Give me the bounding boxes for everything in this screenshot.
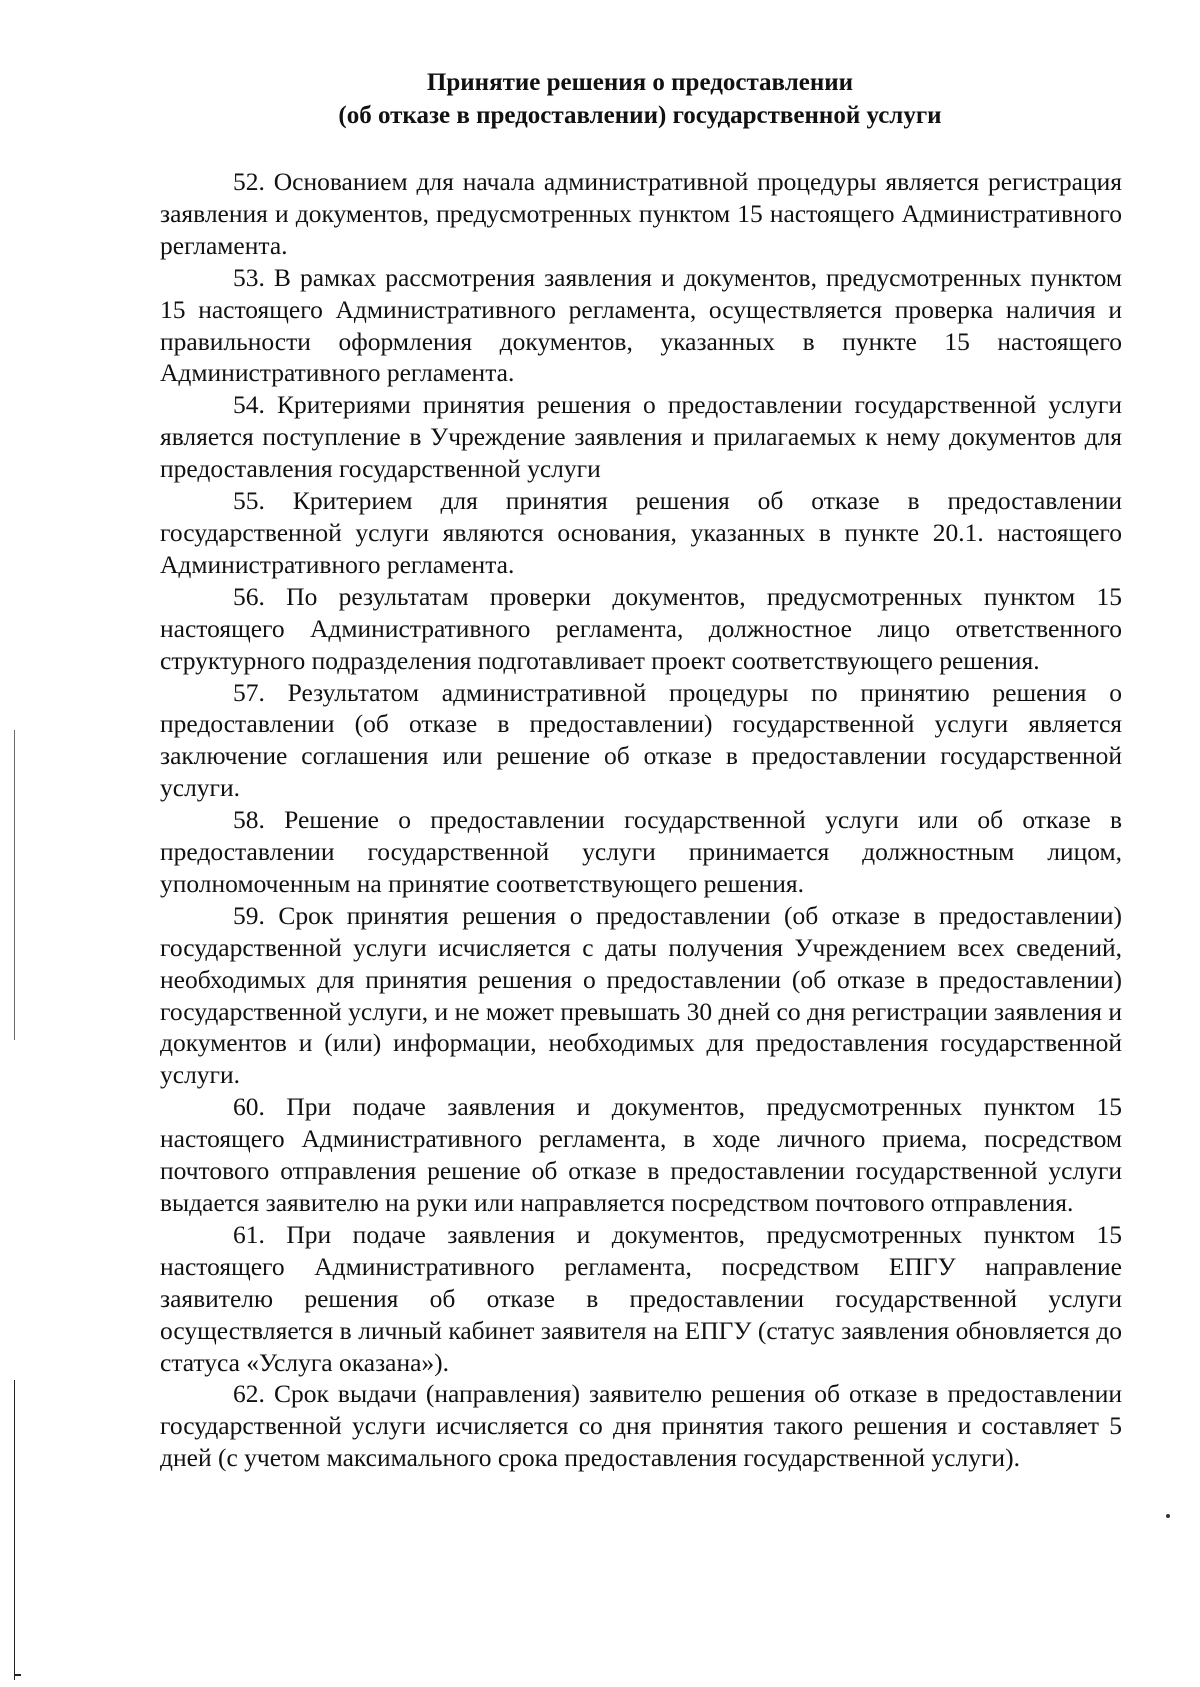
scan-margin-mark — [14, 1380, 15, 1680]
document-title-line-1: Принятие решения о предоставлении — [426, 69, 854, 96]
paragraph-56: 56. По результатам проверки документов, предусмотренных пунктом 15 настоящего Административного регламента, должностное лицо ответственного структурного подразделения подготавливает проект соответствующего решения. — [160, 581, 1122, 675]
scan-speck — [1166, 1514, 1170, 1518]
paragraph-55: 55. Критерием для принятия решения об отказе в предоставлении государственной услуги являются основания, указанных в пункте 20.1. настоящего Административного регламента. — [160, 486, 1122, 579]
document-title — [160, 66, 1120, 132]
paragraph-60: 60. При подаче заявления и документов, предусмотренных пунктом 15 настоящего Административного регламента, в ходе личного приема, посредством почтового отправления решение об отказе в предоставлении государственной услуги выдается заявителю на руки или направляется посредством почтового отправления. — [160, 1092, 1122, 1217]
paragraph-57: 57. Результатом административной процедуры по принятию решения о предоставлении (об отказе в предоставлении) государственной услуги является заключение соглашения или решение об отказе в предоставлении государственной услуги. — [160, 677, 1122, 803]
paragraph-62: 62. Срок выдачи (направления) заявителю решения об отказе в предоставлении государственной услуги исчисляется со дня принятия такого решения и составляет 5 дней (с учетом максимального срока предоставления государственной услуги). — [160, 1379, 1122, 1473]
paragraph-58: 58. Решение о предоставлении государственной услуги или об отказе в предоставлении государственной услуги принимается должностным лицом, уполномоченным на принятие соответствующего решения. — [160, 805, 1122, 898]
scan-margin-mark — [14, 730, 15, 1040]
document-title-line-2: (об отказе в предоставлении) государственной услуги — [338, 102, 942, 129]
paragraph-54: 54. Критериями принятия решения о предоставлении государственной услуги является поступление в Учреждение заявления и прилагаемых к нему документов для предоставления государственной услуги — [160, 390, 1122, 484]
paragraph-53: 53. В рамках рассмотрения заявления и документов, предусмотренных пунктом 15 настоящего Административного регламента, осуществляется проверка наличия и правильности оформления документов, указанных в пункте 15 настоящего Административного регламента. — [160, 262, 1122, 388]
document-body — [160, 166, 1122, 1474]
paragraph-52: 52. Основанием для начала административной процедуры является регистрация заявления и документов, предусмотренных пунктом 15 настоящего Административного регламента. — [160, 167, 1122, 260]
paragraph-59: 59. Срок принятия решения о предоставлении (об отказе в предоставлении) государственной услуги исчисляется с даты получения Учреждением всех сведений, необходимых для принятия решения о предоставлении (об отказе в предоставлении) государственной услуги, и не может превышать 30 дней со дня регистрации заявления и документов и (или) информации, необходимых для предоставления государственной услуги. — [160, 900, 1122, 1090]
paragraph-61: 61. При подаче заявления и документов, предусмотренных пунктом 15 настоящего Административного регламента, посредством ЕПГУ направление заявителю решения об отказе в предоставлении государственной услуги осуществляется в личный кабинет заявителя на ЕПГУ (статус заявления обновляется до статуса «Услуга оказана»). — [160, 1219, 1122, 1377]
scan-margin-mark — [14, 1674, 21, 1676]
